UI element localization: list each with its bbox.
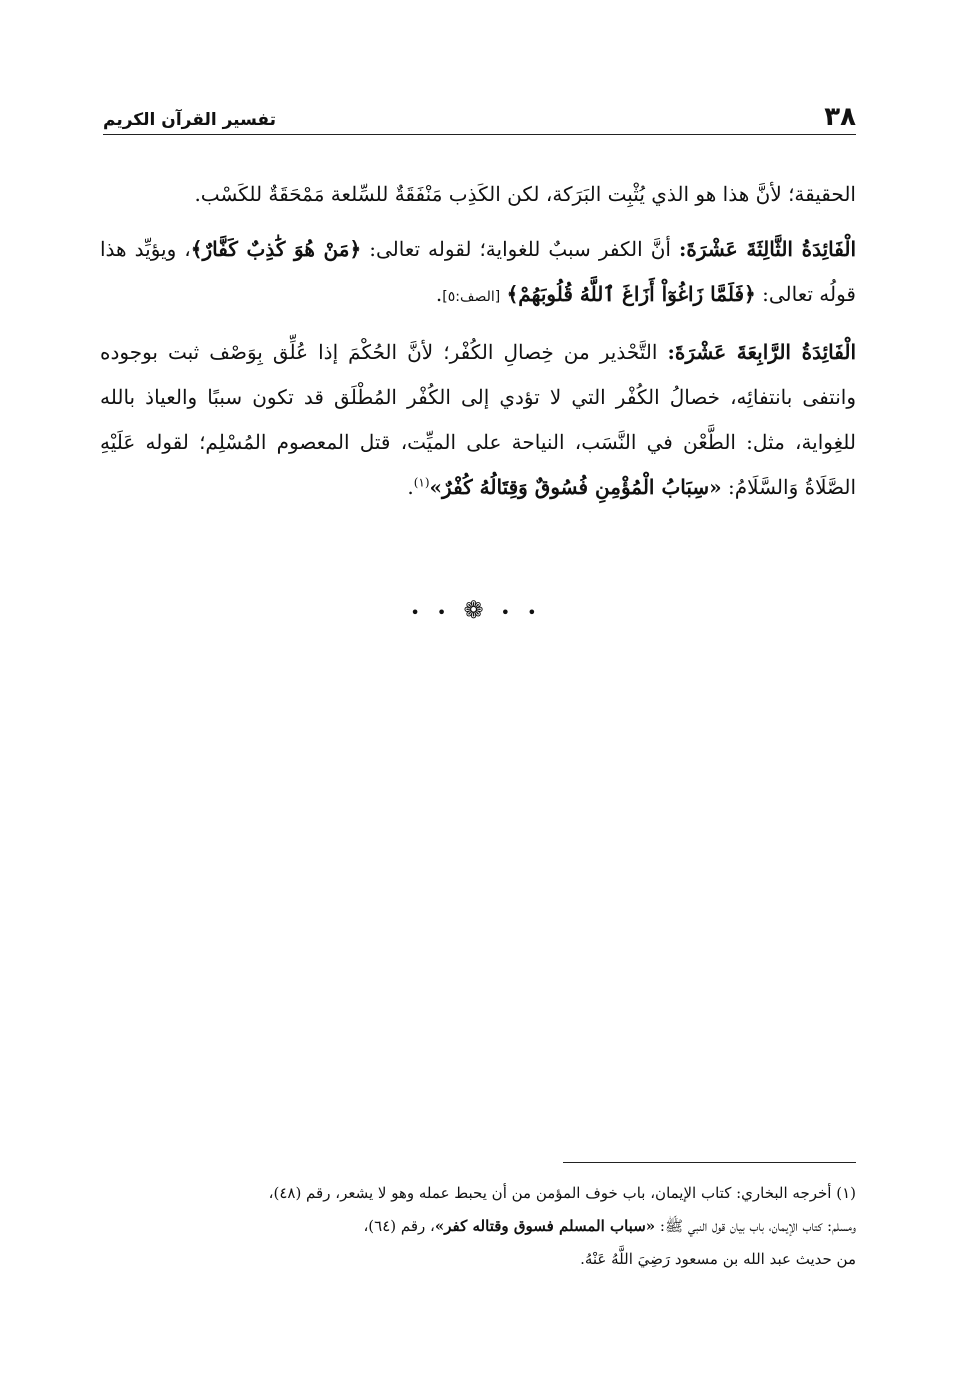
section-divider-ornament bbox=[0, 596, 953, 624]
ornament-flower-icon: ❁ bbox=[463, 596, 490, 624]
footnote-line-2-c: ، رقم (٦٤)، bbox=[363, 1217, 435, 1235]
quran-verse-1: ﴿مَنْ هُوَ كَٰذِبٌ كَفَّارٌ﴾ bbox=[190, 237, 362, 261]
footnote-line-1: (١) أخرجه البخاري: كتاب الإيمان، باب خوف المؤمن من أن يحبط عمله وهو لا يشعر، رقم (٤٨)، bbox=[268, 1184, 856, 1202]
footnotes bbox=[100, 1177, 856, 1276]
header-rule bbox=[103, 134, 856, 135]
main-text bbox=[100, 172, 856, 520]
footnote-line-2-a: ومسلم: كتاب الإيمان، باب بيان قول النبي ﷺ: bbox=[659, 1217, 856, 1235]
paragraph-3-end: . bbox=[407, 475, 414, 499]
running-title: تفسير القرآن الكريم bbox=[103, 110, 277, 130]
paragraph-3-text: التَّحْذير من خِصالِ الكُفْر؛ لأنَّ الحُكْمَ إذا عُلِّق بِوَصْف ثبت بوجوده وانتفى بانتفائِه، خصالُ الكُفْر التي لا تؤدي إلى الكُفْر المُطْلَق قد تكون سببًا والعياذ بالله للغِواية، مثل: الطَّعْن في النَّسَب، النياحة على الميِّت، قتل المعصوم المُسْلِم؛ لقوله عَلَيْهِ الصَّلَاةُ وَالسَّلَامُ: bbox=[100, 340, 856, 499]
verse-reference: [الصف:٥] bbox=[442, 289, 501, 305]
page-number: ٣٨ bbox=[824, 102, 856, 132]
footnote-line-3: من حديث عبد الله بن مسعود رَضِيَ اللَّهُ عَنْهُ. bbox=[580, 1250, 856, 1268]
benefit-14-heading: الْفَائِدَةُ الرَّابِعَةَ عَشْرَةَ: bbox=[667, 340, 857, 364]
quran-verse-2: ﴿فَلَمَّا زَاغُوٓاْ أَزَاغَ ٱللَّهُ قُلُوبَهُمْ﴾ bbox=[506, 282, 756, 306]
footnote-line-2 bbox=[100, 1210, 856, 1243]
paragraph-3 bbox=[100, 330, 856, 510]
paragraph-1-text: الحقيقة؛ لأنَّ هذا هو الذي يُثْبِت البَرَكة، لكن الكَذِب مَنْفَقَةٌ للسِّلعة مَمْحَقَةٌ للكَسْب. bbox=[194, 182, 856, 206]
benefit-13-heading: الْفَائِدَةُ الثَّالِثَةَ عَشْرَةَ: bbox=[679, 237, 857, 261]
footnote-hadith-title: «سباب المسلم فسوق وقتاله كفر» bbox=[434, 1217, 656, 1235]
paragraph-2-text-b: ، ويؤيِّد هذا قولُه تعالى: bbox=[100, 237, 856, 306]
paragraph-2 bbox=[100, 227, 856, 320]
hadith-quote: «سِبَابُ الْمُؤْمِنِ فُسُوقٌ وَقِتَالُهُ كُفْرٌ» bbox=[429, 475, 722, 499]
ornament-dots-right: • • bbox=[500, 603, 543, 622]
paragraph-2-end: . bbox=[435, 282, 443, 306]
ornament-dots-left: • • bbox=[410, 603, 453, 622]
footnote-separator bbox=[563, 1162, 856, 1163]
paragraph-1 bbox=[100, 172, 856, 217]
footnote-marker[interactable]: (١) bbox=[413, 475, 430, 490]
paragraph-2-text-a: أنَّ الكفر سببٌ للغواية؛ لقوله تعالى: bbox=[369, 237, 671, 261]
page-header bbox=[103, 96, 856, 132]
